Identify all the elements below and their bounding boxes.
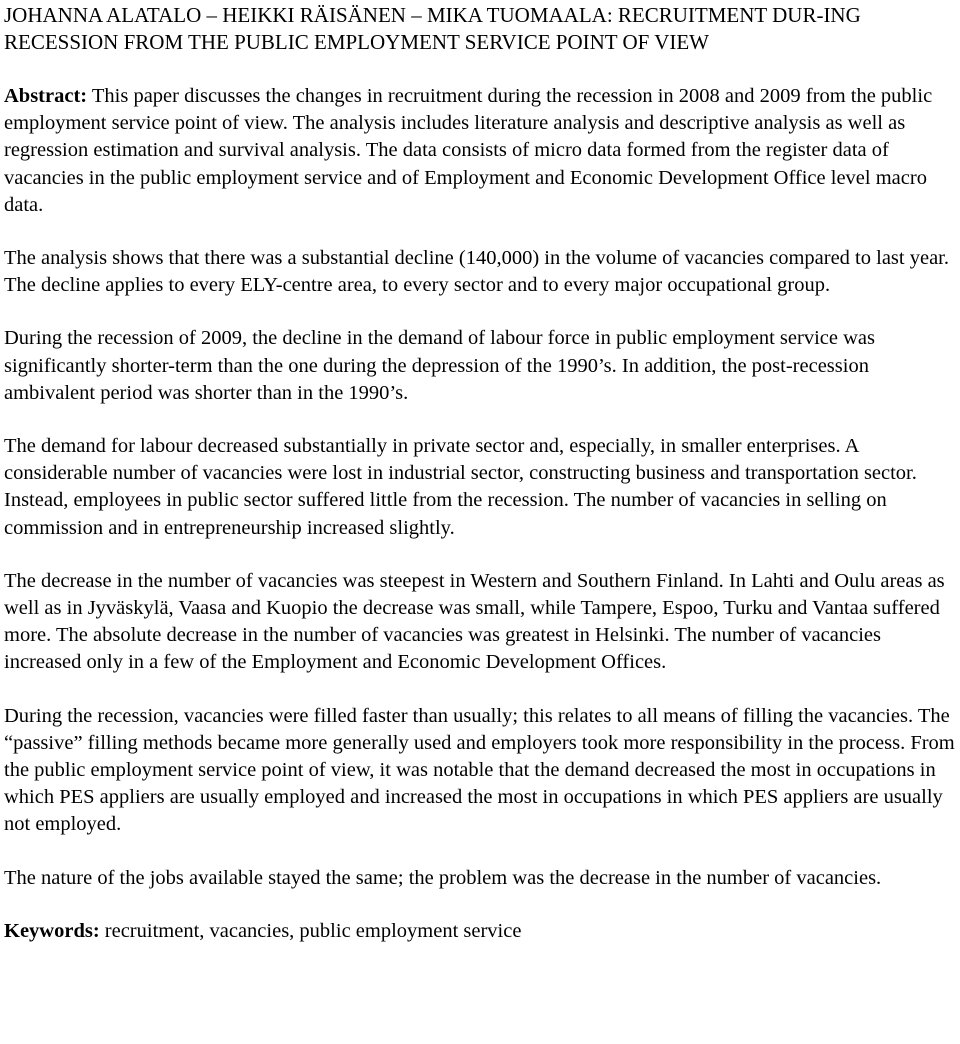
abstract-text: This paper discusses the changes in recruitment during the recession in 2008 and 2009 from the public employment service point of view. The analysis includes literature analysis and descriptive analysis as well as regression estimation and survival analysis. The data consists of micro data formed from the register data of vacancies in the public employment service and of Employment and Economic Development Office level macro data.: [4, 85, 933, 216]
keywords-label: Keywords:: [4, 919, 100, 942]
keywords-paragraph: [4, 918, 956, 945]
paper-title: JOHANNA ALATALO – HEIKKI RÄISÄNEN – MIKA TUOMAALA: RECRUITMENT DUR-ING RECESSION FROM THE PUBLIC EMPLOYMENT SERVICE POINT OF VIEW: [4, 3, 861, 54]
body-paragraph-3: The demand for labour decreased substantially in private sector and, especially, in smaller enterprises. A considerable number of vacancies were lost in industrial sector, constructing business and transportation sector. Instead, employees in public sector suffered little from the recession. The number of vacancies in selling on commission and in entrepreneurship increased slightly.: [4, 435, 917, 539]
keywords-text: recruitment, vacancies, public employment service: [99, 919, 522, 942]
body-paragraph-6: The nature of the jobs available stayed the same; the problem was the decrease in the number of vacancies.: [4, 866, 882, 889]
body-paragraph-1: The analysis shows that there was a substantial decline (140,000) in the volume of vacancies compared to last year. The decline applies to every ELY-centre area, to every sector and to every major occupational group.: [4, 247, 949, 297]
body-paragraph-5: During the recession, vacancies were filled faster than usually; this relates to all means of filling the vacancies. The “passive” filling methods became more generally used and employers took more responsibility in the process. From the public employment service point of view, it was notable that the demand decreased the most in occupations in which PES appliers are usually employed and increased the most in occupations in which PES appliers are usually not employed.: [4, 704, 955, 836]
body-paragraph-4: The decrease in the number of vacancies was steepest in Western and Southern Finland. In Lahti and Oulu areas as well as in Jyväskylä, Vaasa and Kuopio the decrease was small, while Tampere, Espoo, Turku and Vantaa suffered more. The absolute decrease in the number of vacancies was greatest in Helsinki. The number of vacancies increased only in a few of the Employment and Economic Development Offices.: [4, 569, 945, 674]
abstract-label: Abstract:: [4, 85, 88, 107]
abstract-paragraph: [4, 83, 956, 219]
body-paragraph-2: During the recession of 2009, the decline in the demand of labour force in public employment service was significantly shorter-term than the one during the depression of the 1990’s. In addition, the post-recession ambivalent period was shorter than in the 1990’s.: [4, 327, 875, 404]
